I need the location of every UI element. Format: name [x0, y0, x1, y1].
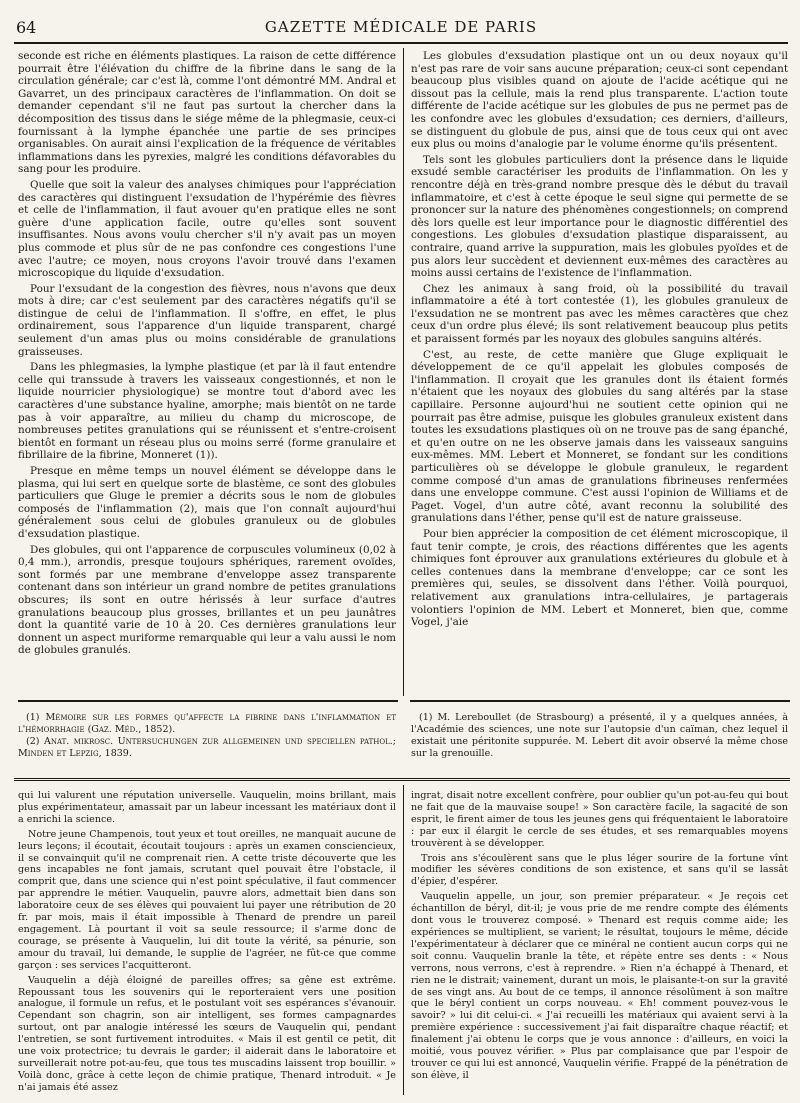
footnotes-left — [18, 712, 396, 760]
paragraph: Pour l'exsudant de la congestion des fièvres, nous n'avons que deux mots à dire; car c'est seulement par des caractères négatifs qu'il se distingue de celui de l'inflammation. Il s'offre, en effet, le plus ordinairement, sous l'apparence d'un liquide transparent, chargé seulement d'un amas plus ou moins considérable de granulations graisseuses. — [18, 282, 396, 358]
feuilleton-separator — [14, 778, 790, 781]
footnote: (1) Mémoire sur les formes qu'affecte la fibrine dans l'inflammation et l'hémorrhagie (Gaz. Méd., 1852). — [18, 712, 396, 735]
paragraph: Dans les phlegmasies, la lymphe plastique (et par là il faut entendre celle qui transsude à travers les vaisseaux congestionnés, et non le liquide nourricier physiologique) se montre tout d'abord avec les caractères d'une substance hyaline, amorphe; mais bientôt on ne tarde pas à voir apparaître, au milieu du champ du microscope, de nombreuses petites granulations qui se réunissent et s'entre-croisent bientôt en formant un réseau plus ou moins serré (forme granulaire et fibrillaire de la fibrine, Monneret (1)). — [18, 361, 396, 462]
paragraph: Trois ans s'écoulèrent sans que le plus léger sourire de la fortune vînt modifier les sévères conditions de son existence, et sans qu'il se lassât d'épier, d'espérer. — [411, 852, 788, 888]
article-right-column — [411, 50, 788, 632]
paragraph: Des globules, qui ont l'apparence de corpuscules volumineux (0,02 à 0,4 mm.), arrondis, presque toujours sphériques, rarement ovoïdes, sont formés par une membrane d'enveloppe assez transparente contenant dans son intérieur un grand nombre de petites granulations obscures; ils sont en outre hérissés à leur surface d'autres granulations beaucoup plus grosses, brillantes et un peu jaunâtres dont la quantité varie de 10 à 20. Ces dernières granulations leur donnent un aspect muriforme remarquable qui leur a valu aussi le nom de globules granulés. — [18, 543, 396, 657]
paragraph: Presque en même temps un nouvel élément se développe dans le plasma, qui lui sert en quelque sorte de blastème, ce sont des globules particuliers que Gluge le premier a décrits sous le nom de globules composés de l'inflammation (2), mais que l'on connaît aujourd'hui généralement sous celui de globules granuleux ou de globules d'exsudation plastique. — [18, 465, 396, 540]
footnote-rule — [410, 700, 790, 702]
journal-title: GAZETTE MÉDICALE DE PARIS — [264, 18, 538, 36]
footnote: (2) Anat. mikrosc. Untersuchungen zur allgemeinen und speciellen pathol.; Minden et Lepzig, 1839. — [18, 736, 396, 759]
paragraph: Les globules d'exsudation plastique ont un ou deux noyaux qu'il n'est pas rare de voir sans aucune préparation; ceux-ci sont cependant beaucoup plus visibles quand on ajoute de l'acide acétique qui ne dissout pas la cellule, mais la rend plus transparente. L'action toute différente de l'acide acétique sur les globules de pus ne permet pas de les confondre avec les globules d'exsudation; ces derniers, d'ailleurs, se distinguent du globule de pus, ainsi que de tous ceux qui ont avec eux plus ou moins d'analogie par le volume énorme qu'ils présentent. — [411, 50, 788, 151]
footnote: (1) M. Lereboullet (de Strasbourg) a présenté, il y a quelques années, à l'Académie des sciences, une note sur l'autopsie d'un caïman, chez lequel il existait une péritonite suppurée. M. Lebert dit avoir observé la même chose sur la grenouille. — [411, 712, 788, 759]
paragraph: qui lui valurent une réputation universelle. Vauquelin, moins brillant, mais plus expérimentateur, amassait par un labeur incessant les matériaux dont il a enrichi la science. — [18, 790, 396, 825]
paragraph: Notre jeune Champenois, tout yeux et tout oreilles, ne manquait aucune de leurs leçons; il écoutait, écoutait toujours : après un examen consciencieux, il se convainquit qu'il ne comprenait rien. A cette triste découverte que les gens incapables ne font jamais, scrutant quel pouvait être l'obstacle, il comprit que, dans une science qui n'est point spéculative, il faut commencer par apprendre le métier. Vauquelin, pauvre alors, admettait bien dans son laboratoire ceux de ses élèves qui pouvaient lui payer une rétribution de 20 fr. par mois, mais il était impossible à Thenard de prendre un pareil engagement. Là pourtant il voit sa seule ressource; il s'arme donc de courage, se présente à Vauquelin, lui dit toute la vérité, sa pénurie, son amour du travail, lui demande, le supplie de l'agréer, ne fût-ce que comme garçon : ses services l'acquitteront. — [18, 828, 396, 971]
feuilleton-right-column — [411, 790, 788, 1085]
footnotes-right — [411, 712, 788, 760]
page-number: 64 — [16, 18, 37, 37]
paragraph: Chez les animaux à sang froid, où la possibilité du travail inflammatoire a été à tort contestée (1), les globules granuleux de l'exsudation ne se montrent pas avec les mêmes caractères que chez ceux d'un ordre plus élevé; ils sont relativement beaucoup plus petits et paraissent formés par les noyaux des globules sanguins altérés. — [411, 282, 788, 346]
paragraph: ingrat, disait notre excellent confrère, pour oublier qu'un pot-au-feu qui bout ne fait que de la mauvaise soupe! » Son caractère facile, la sagacité de son esprit, le firent aimer de tous les jeunes gens qui fréquentaient le laboratoire : par eux il élargit le cercle de ses études, et ses remarquables moyens trouvèrent à se développer. — [411, 790, 788, 849]
article-left-column — [18, 50, 396, 660]
feuilleton-left-column — [18, 790, 396, 1097]
footnote-rule — [18, 700, 398, 702]
paragraph: Tels sont les globules particuliers dont la présence dans le liquide exsudé semble caractériser les produits de l'inflammation. On les y rencontre déjà en très-grand nombre presque dès le début du travail inflammatoire, et c'est à cette époque le seul signe qui permette de se prononcer sur la nature des phénomènes congestionnels; on comprend dès lors quelle est leur importance pour le diagnostic différentiel des congestions. Les globules d'exsudation plastique disparaissent, au contraire, quand arrive la suppuration, mais les globules pyoïdes et de pus alors leur succèdent et deviennent eux-mêmes des caractères au moins aussi certains de l'existence de l'inflammation. — [411, 153, 788, 280]
page-header — [14, 14, 788, 44]
column-divider — [403, 48, 404, 696]
paragraph: Quelle que soit la valeur des analyses chimiques pour l'appréciation des caractères qui distinguent l'exsudation de l'hypérémie des fièvres et celle de l'inflammation, il faut avouer qu'en pratique elles ne sont guère d'une application facile, outre qu'elles sont souvent insuffisantes. Nous avons voulu chercher s'il n'y avait pas un moyen plus commode et plus sûr de ne pas confondre ces congestions l'une avec l'autre; ce moyen, nous croyons l'avoir trouvé dans l'examen microscopique du liquide d'exsudation. — [18, 178, 396, 280]
paragraph: seconde est riche en éléments plastiques. La raison de cette différence pourrait être l'élévation du chiffre de la fibrine dans le sang de la circulation générale; car c'est là, comme l'ont démontré MM. Andral et Gavarret, un des principaux caractères de l'inflammation. On doit se demander cependant s'il ne faut pas surtout la chercher dans la décomposition des tissus dans le siége même de la phlegmasie, ceux-ci fournissant à la lymphe épanchée une partie de ses principes organisables. On aurait ainsi l'explication de la fréquence de véritables inflammations dans les pyrexies, malgré les conditions défavorables du sang pour les produire. — [18, 50, 396, 176]
paragraph: Pour bien apprécier la composition de cet élément microscopique, il faut tenir compte, je crois, des réactions différentes que les agents chimiques font éprouver aux granulations extérieures du globule et à celles contenues dans la membrane d'enveloppe; car ce sont les premières qui, seules, se dissolvent dans l'éther. Voilà pourquoi, relativement aux granulations intra-cellulaires, je partagerais volontiers l'opinion de MM. Lebert et Monneret, bien que, comme Vogel, j'aie — [411, 527, 788, 629]
column-divider — [403, 785, 404, 1095]
paragraph: Vauquelin appelle, un jour, son premier préparateur. « Je reçois cet échantillon de béryl, dit-il; je vous prie de me rendre compte des éléments dont vous le trouverez composé. » Thenard est requis comme aide; les expériences se multiplient, se varient; le résultat, toujours le même, décide l'expérimentateur à déclarer que ce minéral ne contient aucun corps qui ne soit connu. Vauquelin branle la tête, et répète entre ses dents : « Nous verrons, nous verrons, c'est à reprendre. » Rien n'a échappé à Thenard, et rien ne le distrait; vainement, durant un mois, le plaisante-t-on sur la gravité de ses vingt ans. Au bout de ce temps, il annonce résolûment à son maître que le béryl contient un corps nouveau. « Eh! comment pouvez-vous le savoir? » lui dit celui-ci. « J'ai recueilli les matériaux qui avaient servi à la première expérience : successivement j'ai fait disparaître chaque réactif; et finalement j'ai obtenu le corps que je vous annonce : d'ailleurs, en voici la moitié, vous pouvez vérifier. » Plus par complaisance que par l'espoir de trouver ce qui lui est annoncé, Vauquelin vérifie. Frappé de la pénétration de son élève, il — [411, 891, 788, 1081]
paragraph: C'est, au reste, de cette manière que Gluge expliquait le développement de ce qu'il appelait les globules composés de l'inflammation. Il croyait que les granules dont ils étaient formés n'étaient que les noyaux des globules du sang altérés par la stase capillaire. Personne aujourd'hui ne soutient cette opinion qui ne pourrait pas être admise, puisque les globules granuleux existent dans toutes les exsudations plastiques où on ne trouve pas de sang épanché, et qu'en outre on ne les observe jamais dans les vaisseaux sanguins eux-mêmes. MM. Lebert et Monneret, se fondant sur les conditions particulières où se développe le globule granuleux, le regardent comme composé d'un amas de granulations fibrineuses renfermées dans une enveloppe commune. C'est aussi l'opinion de Williams et de Paget. Vogel, d'un autre côté, avant reconnu la solubilité des granulations dans l'éther, pense qu'il est de nature graisseuse. — [411, 348, 788, 525]
paragraph: Vauquelin a déjà éloigné de pareilles offres; sa gêne est extrême. Repoussant tous les souvenirs qui le reporteraient vers une position analogue, il formule un refus, et le postulant voit ses espérances s'évanouir. Cependant son chagrin, son air intelligent, ses formes campagnardes surtout, ont par analogie intéressé les sœurs de Vauquelin qui, pendant l'entretien, se sont furtivement introduites. « Mais il est gentil ce petit, dit une voix protectrice; tu devrais le garder; il aiderait dans le laboratoire et surveillerait notre pot-au-feu, que tous tes muscadins laissent trop bouillir. » Voilà donc, grâce à cette leçon de chimie pratique, Thenard introduit. « Je n'ai jamais été assez — [18, 974, 396, 1093]
